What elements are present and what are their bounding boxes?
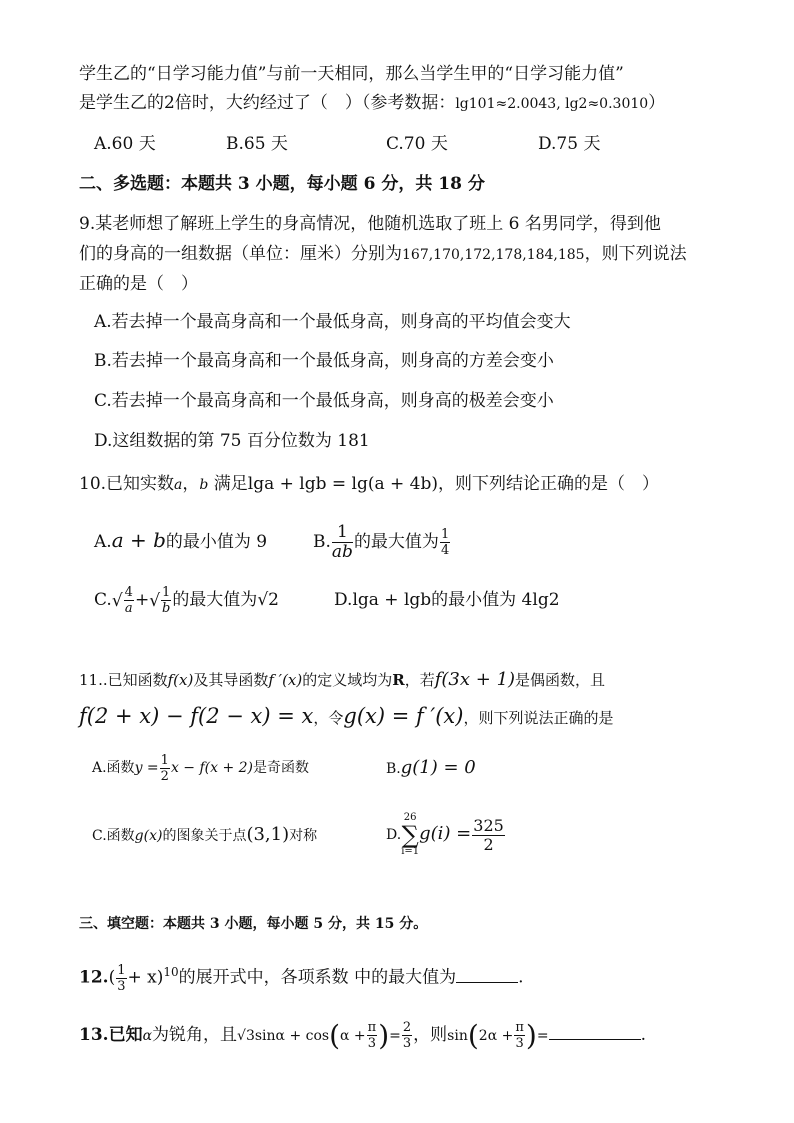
q11-option-a-fraction xyxy=(160,754,170,783)
q10-text: ，则下列结论正确的是（ ） xyxy=(438,474,660,494)
section2-title-text: 二、多选题：本题共 3 小题，每小题 6 分，共 18 分 xyxy=(79,174,485,194)
q10-option-b xyxy=(313,520,451,564)
fraction-denominator: ab xyxy=(331,542,353,562)
q10-option-d xyxy=(334,588,560,612)
q11-option-d-fraction xyxy=(472,815,505,854)
q13-math: = xyxy=(389,1028,401,1044)
q11-option-a xyxy=(92,748,309,788)
q8-reference-data: lg101≈2.0043, lg2≈0.3010 xyxy=(455,96,649,112)
q11-math: f(3x + 1) xyxy=(434,669,516,690)
q10-equation: lga + lgb = lg(a + 4b) xyxy=(247,474,439,494)
q11-stem2 xyxy=(79,704,613,730)
fraction-denominator: a xyxy=(124,601,133,616)
sum-upper: 26 xyxy=(403,812,417,823)
q13-math: = xyxy=(536,1028,549,1044)
section2-title xyxy=(79,172,485,196)
q11-text: ，则下列说法正确的是 xyxy=(463,709,614,727)
fraction-numerator: π xyxy=(515,1020,524,1035)
q9-option-d-text: D.这组数据的第 75 百分位数为 181 xyxy=(94,431,370,451)
q10-var: a xyxy=(174,477,183,493)
q12-text: . xyxy=(518,967,524,988)
q8-text: 倍时，大约经过了（ ）（参考数据： xyxy=(174,93,456,113)
q10-option-c-value: √2 xyxy=(257,590,279,610)
q12-text: 的展开式中，各项系数 中的最大值为 xyxy=(178,967,457,988)
fraction-denominator: 3 xyxy=(117,978,126,994)
q9-line3-text: 正确的是（ ） xyxy=(79,274,198,294)
q8-option-b-text: B.65 天 xyxy=(226,134,288,154)
q11-math: (3,1) xyxy=(246,824,290,845)
q11-math: y = xyxy=(134,760,159,776)
q11-gdef: g(x) = f ′(x) xyxy=(343,704,464,728)
q11-text: 的定义域均为 xyxy=(302,671,393,689)
q11-text: ，令 xyxy=(313,709,344,727)
q11-math: R xyxy=(392,671,405,689)
q10-stem xyxy=(79,472,659,497)
fraction-denominator: 3 xyxy=(402,1036,412,1051)
q9-option-d xyxy=(94,429,370,453)
q13-fraction-pi xyxy=(367,1021,378,1050)
q9-text: ，则下列说法 xyxy=(584,244,687,264)
q13-fraction-pi2 xyxy=(514,1021,525,1050)
q13-fraction-result xyxy=(402,1021,412,1050)
q8-line1 xyxy=(79,62,624,86)
q8-line2 xyxy=(79,91,665,116)
q10-option-b-value xyxy=(440,528,450,557)
q9-option-c xyxy=(94,389,554,413)
q13-math: sin xyxy=(447,1028,468,1044)
fraction-numerator: 325 xyxy=(473,815,504,835)
q13-text: . xyxy=(640,1025,646,1045)
q10-option-label: D. xyxy=(334,590,353,610)
q8-option-b xyxy=(226,132,288,156)
q13-math: α xyxy=(142,1028,153,1044)
q11-math: g(x) xyxy=(134,828,163,844)
q10-text: 满足 xyxy=(208,474,248,494)
q13-text: 为锐角，且 xyxy=(152,1025,238,1045)
q10-text: ， xyxy=(182,474,200,494)
paren-right-icon: ) xyxy=(156,967,164,988)
fraction-numerator: 1 xyxy=(117,962,126,978)
q10-option-label: A. xyxy=(94,532,112,552)
q10-option-c-fraction2 xyxy=(161,586,171,615)
paren-right-icon: ) xyxy=(378,1018,390,1052)
fraction-denominator: 2 xyxy=(160,768,169,784)
q10-option-c-fraction1 xyxy=(124,586,134,615)
q11-option-b xyxy=(386,756,476,781)
paren-left-icon: ( xyxy=(329,1018,341,1052)
fraction-denominator: 2 xyxy=(483,834,494,854)
q12-label: 12. xyxy=(79,967,109,988)
q9-text: 们的身高的一组数据（单位：厘米）分别为 xyxy=(79,244,402,264)
q8-option-d-text: D.75 天 xyxy=(538,134,601,154)
q10-option-label: C. xyxy=(94,590,112,610)
sqrt-icon: √ xyxy=(149,590,161,611)
summation-icon: 26 ∑ i=1 xyxy=(401,812,420,857)
q12-exponent: 10 xyxy=(163,965,179,979)
q10-option-a-expr: a + b xyxy=(111,528,166,552)
q10-plus: + xyxy=(134,590,150,610)
q8-option-c-text: C.70 天 xyxy=(386,134,448,154)
fraction-numerator: 1 xyxy=(440,527,450,542)
q11-option-d xyxy=(386,806,506,862)
fraction-numerator: 1 xyxy=(332,524,353,543)
fraction-numerator: 1 xyxy=(162,585,171,600)
q11-text: 的图象关于点 xyxy=(162,828,247,844)
q10-option-d-text: 的最小值为 4lg2 xyxy=(431,590,560,610)
q8-text: ） xyxy=(648,93,666,113)
q11-text: A.函数 xyxy=(92,760,135,776)
q9-option-a xyxy=(94,310,571,334)
fraction-denominator: 3 xyxy=(515,1036,524,1051)
q10-option-c xyxy=(94,578,279,622)
q11-text: 及其导函数 xyxy=(193,671,269,689)
q9-line2 xyxy=(79,242,687,267)
q11-option-c xyxy=(92,823,317,848)
q12-stem xyxy=(79,952,523,992)
q10-option-a-text: 的最小值为 9 xyxy=(165,532,268,552)
fraction-numerator: π xyxy=(367,1020,377,1035)
q13-stem xyxy=(79,1010,646,1060)
sqrt-icon: √ xyxy=(111,590,123,611)
paren-left-icon: ( xyxy=(108,967,116,988)
q9-line1-text: 9.某老师想了解班上学生的身高情况，他随机选取了班上 6 名男同学，得到他 xyxy=(79,214,661,234)
q10-option-b-text: 的最大值为 xyxy=(353,532,439,552)
q11-math: f ′(x) xyxy=(268,671,303,689)
q8-text: 是学生乙的 xyxy=(79,93,164,113)
q13-label: 13.已知 xyxy=(79,1025,143,1045)
q11-math: x − f(x + 2) xyxy=(170,760,254,776)
q11-text: 对称 xyxy=(289,828,318,844)
q11-text: ，若 xyxy=(404,671,435,689)
q8-option-d xyxy=(538,132,600,156)
section3-title xyxy=(79,912,427,936)
q11-math: f(x) xyxy=(167,671,194,689)
q11-math: g(i) = xyxy=(419,823,472,844)
fraction-numerator: 2 xyxy=(402,1020,412,1035)
q11-equation: f(2 + x) − f(2 − x) = x xyxy=(79,704,314,728)
q12-answer-blank[interactable] xyxy=(456,966,518,983)
q10-option-b-fraction xyxy=(332,524,353,561)
q9-option-b-text: B.若去掉一个最高身高和一个最低身高，则身高的方差会变小 xyxy=(94,351,554,371)
q13-answer-blank[interactable] xyxy=(549,1023,641,1040)
q9-line3 xyxy=(79,272,198,296)
q13-math: √3sinα + cos xyxy=(237,1028,330,1044)
fraction-denominator: b xyxy=(162,601,171,616)
q9-line1 xyxy=(79,212,661,236)
q13-text: ，则 xyxy=(413,1025,448,1045)
q11-stem1 xyxy=(79,668,605,692)
paren-right-icon: ) xyxy=(525,1018,537,1052)
q11-text: D. xyxy=(386,827,402,843)
q12-math: + x xyxy=(127,967,157,988)
paren-left-icon: ( xyxy=(467,1018,479,1052)
q10-var: b xyxy=(199,477,209,493)
q8-line1-text: 学生乙的“日学习能力值”与前一天相同，那么当学生甲的“日学习能力值” xyxy=(79,64,624,84)
q11-text: B. xyxy=(386,761,401,777)
q13-math: α + xyxy=(340,1028,366,1044)
q8-option-c xyxy=(386,132,448,156)
q9-option-c-text: C.若去掉一个最高身高和一个最低身高，则身高的极差会变小 xyxy=(94,391,554,411)
q9-option-b xyxy=(94,349,554,373)
section3-title-text: 三、填空题：本题共 3 小题，每小题 5 分，共 15 分。 xyxy=(79,916,428,932)
q8-option-a xyxy=(94,132,156,156)
q11-text: C.函数 xyxy=(92,828,135,844)
q10-text: 10.已知实数 xyxy=(79,474,175,494)
q13-math: 2α + xyxy=(478,1028,514,1044)
fraction-denominator: 3 xyxy=(367,1036,377,1051)
fraction-numerator: 1 xyxy=(160,752,169,768)
fraction-numerator: 4 xyxy=(124,585,133,600)
q9-option-a-text: A.若去掉一个最高身高和一个最低身高，则身高的平均值会变大 xyxy=(94,312,571,332)
q10-option-label: B. xyxy=(313,532,331,552)
q11-math: g(1) = 0 xyxy=(400,757,476,778)
q12-fraction xyxy=(116,964,126,993)
q8-text: 2 xyxy=(164,93,175,113)
q11-text: 是奇函数 xyxy=(253,760,310,776)
q10-option-d-expr: lga + lgb xyxy=(352,590,432,610)
q10-option-a xyxy=(94,528,267,554)
sum-lower: i=1 xyxy=(401,846,420,857)
fraction-denominator: 4 xyxy=(440,543,450,558)
q11-text: 11..已知函数 xyxy=(79,671,168,689)
q11-text: 是偶函数，且 xyxy=(515,671,606,689)
q8-option-a-text: A.60 天 xyxy=(94,134,156,154)
q9-height-data: 167,170,172,178,184,185 xyxy=(402,247,585,263)
q10-option-c-text: 的最大值为 xyxy=(172,590,258,610)
